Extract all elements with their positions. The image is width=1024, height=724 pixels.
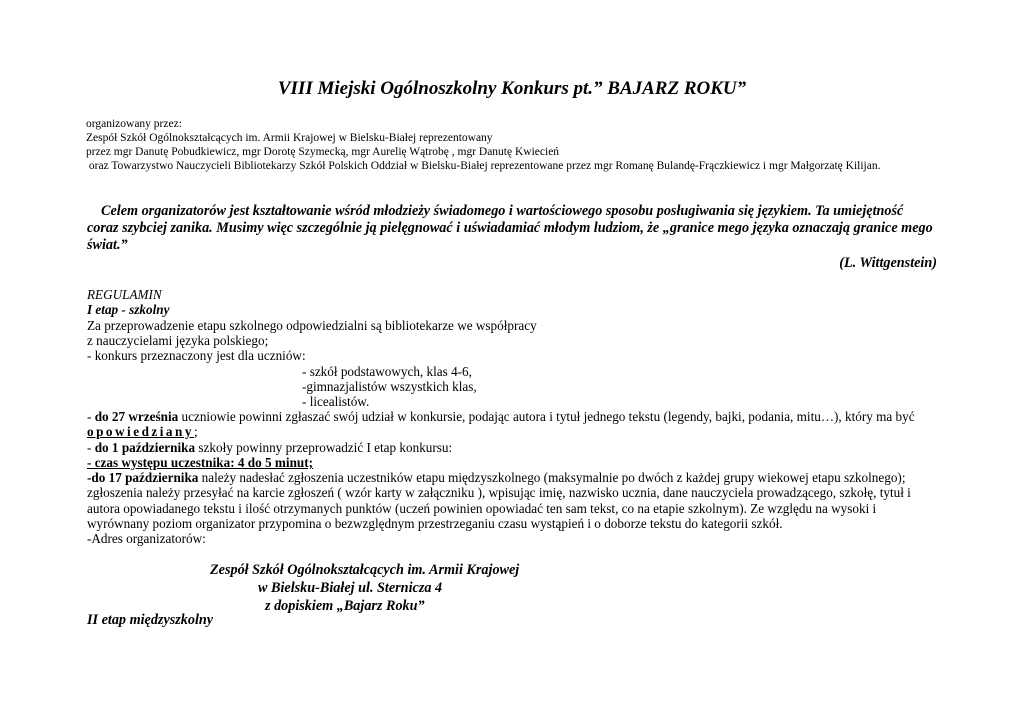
paragraph-line: - konkurs przeznaczony jest dla uczniów: — [87, 348, 306, 363]
text-span: ; — [193, 424, 198, 439]
deadline-1-line — [87, 440, 452, 455]
paragraph-line: wyrównany poziom organizator przypomina o bezwzględnym przestrzeganiu czasu wystąpień i o doborze tekstu do kategorii szkół. — [87, 516, 783, 531]
address-label: -Adres organizatorów: — [87, 531, 206, 546]
list-item: - licealistów. — [302, 394, 370, 409]
quote-text: Celem organizatorów jest kształtowanie wśród młodzieży świadomego i wartościowego sposobu posługiwania się językiem. Ta umiejętność coraz szybciej zanika. Musimy więc szczególnie ją pielęgnować i uświadamiać młodym ludziom, że „granice mego języka oznaczają granice mego świat.” — [87, 203, 933, 253]
organizers-line: Zespół Szkół Ogólnokształcących im. Armii Krajowej w Bielsku-Białej reprezentowany — [86, 132, 493, 144]
paragraph-line: zgłoszenia należy przesyłać na karcie zgłoszeń ( wzór karty w załączniku ), wpisując imię, nazwisko ucznia, dane nauczyciela prowadzącego, szkołę, tytuł i — [87, 485, 911, 500]
deadline-27: do 27 września — [94, 409, 179, 424]
quote-author: (L. Wittgenstein) — [839, 255, 937, 271]
address-line: Zespół Szkół Ogólnokształcących im. Armii Krajowej — [210, 562, 520, 578]
opowiedziany-line — [87, 424, 198, 439]
paragraph-line: z nauczycielami języka polskiego; — [87, 333, 269, 348]
regulations-heading: REGULAMIN — [87, 287, 162, 302]
text-span: - — [87, 409, 95, 424]
text-span: uczniowie powinni zgłaszać swój udział w konkursie, podając autora i tytuł jednego tekstu (legendy, bajki, podania, mitu…), który ma być — [178, 409, 915, 424]
deadline-1: do 1 października — [94, 440, 196, 455]
organizers-line: przez mgr Danutę Pobudkiewicz, mgr Dorotę Szymecką, mgr Aurelię Wątrobę , mgr Danutę Kwiecień — [86, 146, 560, 158]
page-title: VIII Miejski Ogólnoszkolny Konkurs pt.” BAJARZ ROKU” — [277, 78, 747, 99]
stage-1-heading: I etap - szkolny — [87, 302, 170, 317]
deadline-17: -do 17 października — [87, 470, 199, 485]
address-line: z dopiskiem „Bajarz Roku” — [265, 598, 425, 614]
list-item: - szkół podstawowych, klas 4-6, — [302, 364, 472, 379]
list-item: -gimnazjalistów wszystkich klas, — [302, 379, 477, 394]
opowiedziany-word: opowiedziany — [87, 424, 194, 439]
text-span: należy nadesłać zgłoszenia uczestników etapu międzyszkolnego (maksymalnie po dwóch z każdej grupy wiekowej etapu szkolnego); — [198, 470, 906, 485]
deadline-27-line — [87, 409, 915, 424]
time-limit: - czas występu uczestnika: 4 do 5 minut; — [87, 455, 314, 470]
quote — [87, 203, 937, 254]
text-span: szkoły powinny przeprowadzić I etap konkursu: — [195, 440, 453, 455]
organizers-line: oraz Towarzystwo Nauczycieli Bibliotekarzy Szkół Polskich Oddział w Bielsku-Białej reprezentowane przez mgr Romanę Bulandę-Frączkiewicz i mgr Małgorzatę Kilijan. — [86, 160, 881, 172]
deadline-17-line — [87, 470, 906, 485]
paragraph-line: Za przeprowadzenie etapu szkolnego odpowiedzialni są bibliotekarze we współpracy — [87, 318, 537, 333]
text-span: - — [87, 440, 95, 455]
organizers-line: organizowany przez: — [86, 118, 182, 130]
address-line: w Bielsku-Białej ul. Sternicza 4 — [258, 580, 443, 596]
paragraph-line: autora opowiadanego tekstu i ilość otrzymanych punktów (uczeń powinien opowiadać ten sam tekst, co na etapie szkolnym). Ze względu na wysoki i — [87, 501, 877, 516]
stage-2-heading: II etap międzyszkolny — [87, 612, 214, 628]
